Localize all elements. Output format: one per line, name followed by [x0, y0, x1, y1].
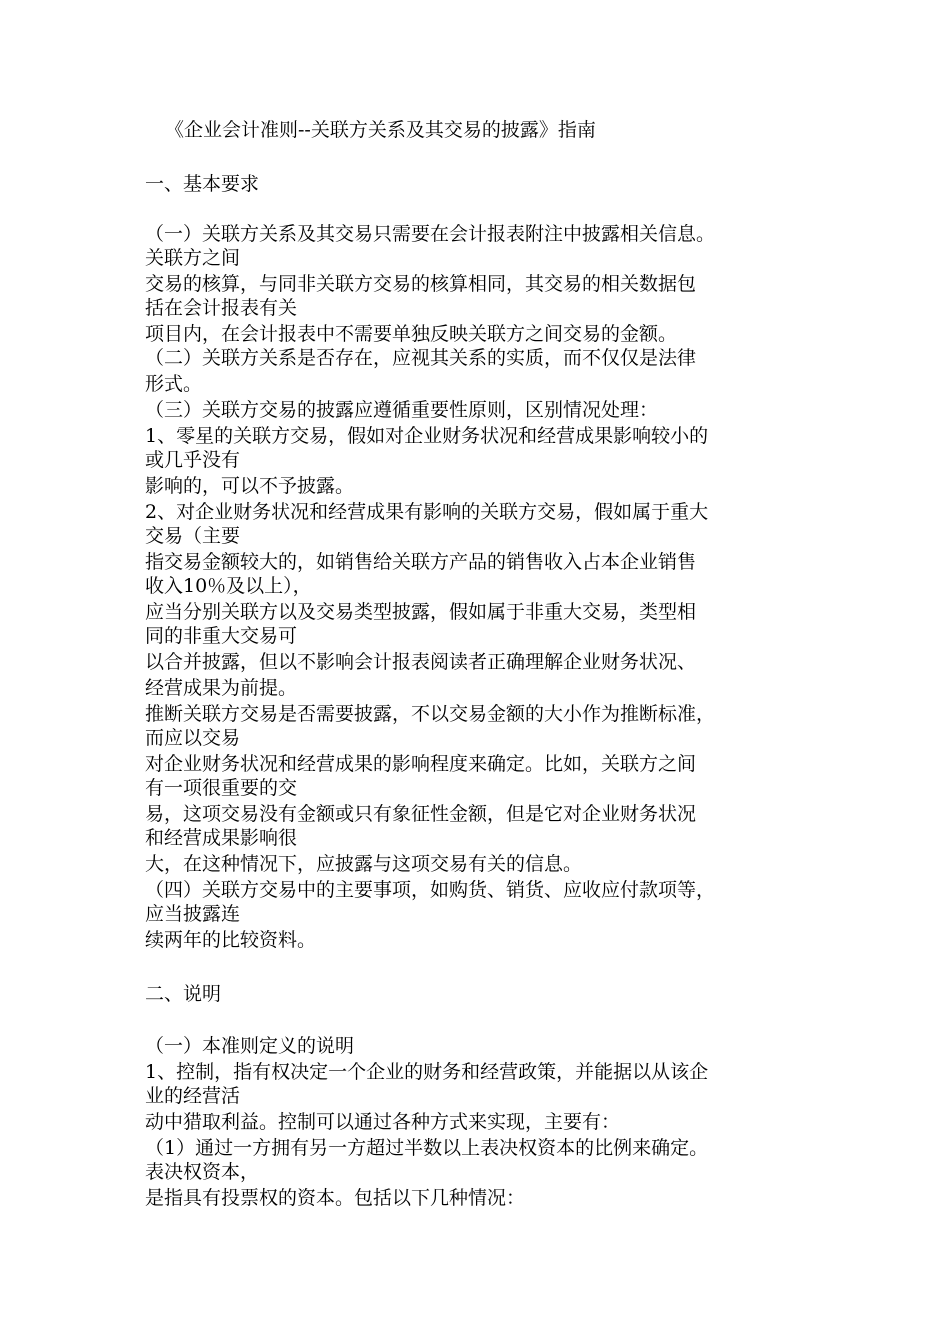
paragraph-line: 交易（主要: [145, 525, 241, 547]
paragraph-line: 推断关联方交易是否需要披露，不以交易金额的大小作为推断标准，: [145, 703, 716, 725]
paragraph-line: （一）关联方关系及其交易只需要在会计报表附注中披露相关信息。: [145, 223, 716, 245]
paragraph-line: 表决权资本，: [145, 1161, 260, 1183]
paragraph-line: 业的经营活: [145, 1085, 241, 1107]
paragraph-line: 影响的，可以不予披露。: [145, 475, 355, 497]
paragraph-line: 2、对企业财务状况和经营成果有影响的关联方交易，假如属于重大: [145, 501, 709, 523]
paragraph-line: （1）通过一方拥有另一方超过半数以上表决权资本的比例来确定。: [145, 1137, 709, 1159]
paragraph-line: （二）关联方关系是否存在，应视其关系的实质，而不仅仅是法律: [145, 347, 697, 369]
paragraph-line: （一）本准则定义的说明: [145, 1035, 355, 1057]
document-title: 《企业会计准则--关联方关系及其交易的披露》指南: [165, 119, 596, 141]
section-heading-basic-requirements: 一、基本要求: [145, 173, 260, 195]
paragraph-line: 1、零星的关联方交易，假如对企业财务状况和经营成果影响较小的: [145, 425, 709, 447]
paragraph-line: 和经营成果影响很: [145, 827, 298, 849]
paragraph-line: 项目内，在会计报表中不需要单独反映关联方之间交易的金额。: [145, 323, 678, 345]
paragraph-line: 形式。: [145, 373, 203, 395]
paragraph-line: 动中猎取利益。控制可以通过各种方式来实现，主要有：: [145, 1111, 621, 1133]
paragraph-line: 是指具有投票权的资本。包括以下几种情况：: [145, 1187, 526, 1209]
paragraph-line: 大，在这种情况下，应披露与这项交易有关的信息。: [145, 853, 583, 875]
paragraph-line: 应当披露连: [145, 903, 241, 925]
paragraph-line: 括在会计报表有关: [145, 297, 298, 319]
paragraph-line: 收入10％及以上），: [145, 575, 312, 597]
paragraph-line: 或几乎没有: [145, 449, 241, 471]
paragraph-line: 易，这项交易没有金额或只有象征性金额，但是它对企业财务状况: [145, 803, 697, 825]
paragraph-line: 对企业财务状况和经营成果的影响程度来确定。比如，关联方之间: [145, 753, 697, 775]
paragraph-line: 以合并披露，但以不影响会计报表阅读者正确理解企业财务状况、: [145, 651, 697, 673]
paragraph-line: 同的非重大交易可: [145, 625, 298, 647]
paragraph-line: 1、控制，指有权决定一个企业的财务和经营政策，并能据以从该企: [145, 1061, 709, 1083]
paragraph-line: 关联方之间: [145, 247, 241, 269]
section-heading-explanation: 二、说明: [145, 983, 222, 1005]
paragraph-line: （四）关联方交易中的主要事项，如购货、销货、应收应付款项等，: [145, 879, 716, 901]
paragraph-line: 有一项很重要的交: [145, 777, 298, 799]
paragraph-line: （三）关联方交易的披露应遵循重要性原则，区别情况处理：: [145, 399, 659, 421]
paragraph-line: 续两年的比较资料。: [145, 929, 317, 951]
paragraph-line: 应当分别关联方以及交易类型披露，假如属于非重大交易，类型相: [145, 601, 697, 623]
paragraph-line: 交易的核算，与同非关联方交易的核算相同，其交易的相关数据包: [145, 273, 697, 295]
paragraph-line: 而应以交易: [145, 727, 241, 749]
paragraph-line: 指交易金额较大的，如销售给关联方产品的销售收入占本企业销售: [145, 551, 697, 573]
paragraph-line: 经营成果为前提。: [145, 677, 298, 699]
